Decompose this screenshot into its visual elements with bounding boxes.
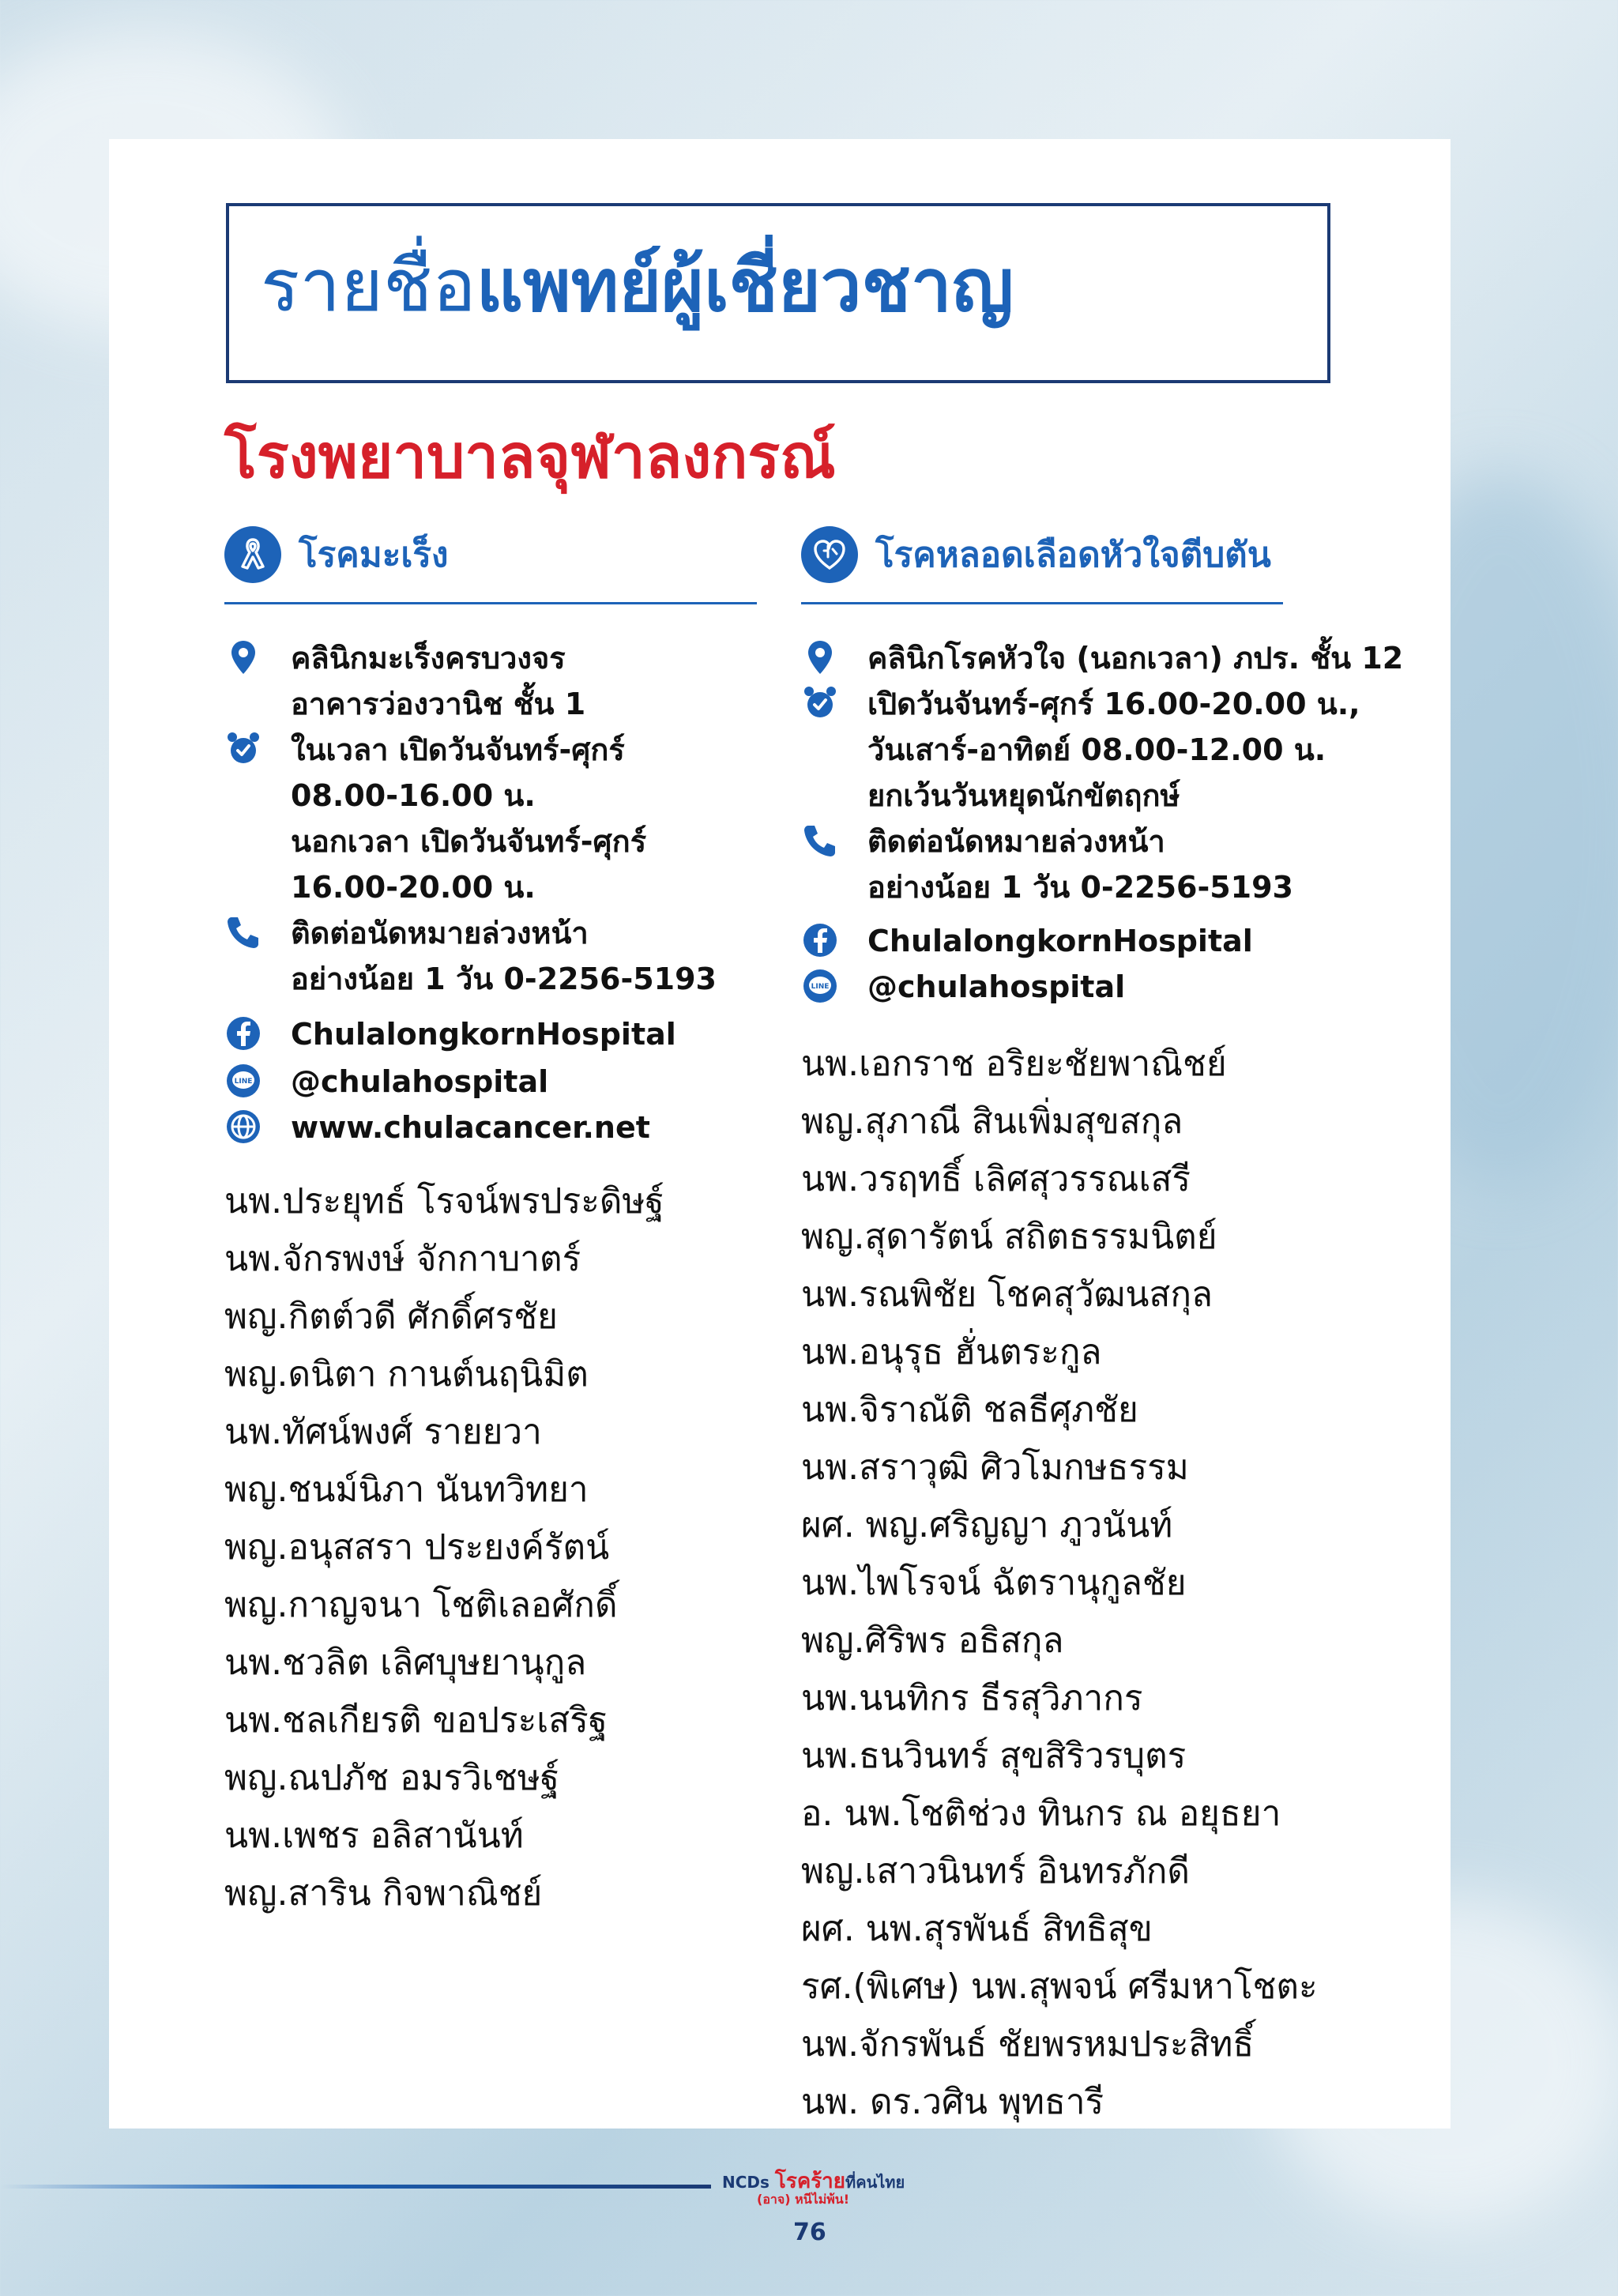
doctor-name: นพ.จักรพงษ์ จักกาบาตร์ [224,1239,581,1279]
cancer-phone-text: ติดต่อนัดหมายล่วงหน้า อย่างน้อย 1 วัน 0-2256-5193 [291,916,717,996]
doctor-name: นพ.เอกราช อริยะชัยพาณิชย์ [801,1044,1227,1084]
doctor-name: ผศ. นพ.สุรพันธ์ สิทธิสุข [801,1909,1153,1949]
doctor-name: พญ.ณปภัช อมรวิเชษฐ์ [224,1758,560,1798]
doctor-name: นพ.ธนวินทร์ สุขสิริวรบุตร [801,1736,1187,1776]
cancer-location-text: คลินิกมะเร็งครบวงจร อาคารว่องวานิช ชั้น 1 [291,641,586,721]
page-number: 76 [793,2219,826,2246]
doctor-name: พญ.เสาวนินทร์ อินทรภักดี [801,1851,1190,1891]
doctor-name: นพ.ชลเกียรติ ขอประเสริฐ [224,1700,608,1741]
doctor-name: พญ.กาญจนา โชติเลอศักดิ์ [224,1585,618,1625]
title-light: รายชื่อ [261,243,476,328]
footer-brand-prefix: NCDs [722,2173,775,2192]
cancer-web-row [224,1105,650,1150]
doctor-name: นพ.รณพิชัย โชคสุวัฒนสกุล [801,1274,1213,1315]
page-title [261,235,1014,337]
cancer-line-text[interactable]: @chulahospital [291,1064,549,1099]
cancer-web-text[interactable]: www.chulacancer.net [291,1110,650,1145]
doctor-name: นพ.ชวลิต เลิศบุษยานุกูล [224,1643,587,1683]
heart-hours-row [801,681,1360,819]
heart-location-row [801,635,1403,681]
section-title-heart: โรคหลอดเลือดหัวใจตีบตัน [875,535,1271,575]
heart-doctor-list [801,1035,1318,2131]
heart-line-text[interactable]: @chulahospital [867,969,1126,1004]
cancer-hours-row [224,727,646,910]
heart-phone-row [801,819,1293,910]
heart-facebook-text[interactable]: ChulalongkornHospital [867,924,1253,958]
doctor-name: นพ. ดร.วศิน พุทธารี [801,2082,1104,2122]
cancer-line-row [224,1059,548,1105]
doctor-name: รศ.(พิเศษ) นพ.สุพจน์ ศรีมหาโชตะ [801,1967,1318,2007]
section-title-cancer: โรคมะเร็ง [299,535,449,575]
ribbon-icon [224,526,281,583]
heart-location-text: คลินิกโรคหัวใจ (นอกเวลา) ภปร. ชั้น 12 [867,641,1404,676]
section-heart [801,526,1271,583]
alarm-clock-icon [801,684,839,722]
page-title-box [226,203,1330,383]
line-app-icon [224,1062,262,1100]
doctor-name: นพ.วรฤทธิ์ เลิศสุวรรณเสรี [801,1159,1191,1199]
doctor-name: พญ.กิตต์วดี ศักดิ์ศรชัย [224,1297,558,1337]
heart-line-row [801,964,1125,1010]
svg-text:LINE: LINE [234,1078,253,1086]
phone-icon [224,913,262,951]
doctor-name: พญ.สาริน กิจพาณิชย์ [224,1873,543,1914]
doctor-name: พญ.ชนม์นิภา นันทวิทยา [224,1470,589,1510]
cancer-hours-text: ในเวลา เปิดวันจันทร์-ศุกร์ 08.00-16.00 น. นอกเวลา เปิดวันจันทร์-ศุกร์ 16.00-20.00 น. [291,732,647,905]
heart-hours-text: เปิดวันจันทร์-ศุกร์ 16.00-20.00 น., วันเสาร์-อาทิตย์ 08.00-12.00 น. ยกเว้นวันหยุดนักขัตฤกษ์ [867,687,1360,813]
section-cancer [224,526,449,583]
doctor-name: พญ.สุดารัตน์ สถิตธรรมนิตย์ [801,1217,1217,1257]
heart-phone-text: ติดต่อนัดหมายล่วงหน้า อย่างน้อย 1 วัน 0-2256-5193 [867,824,1293,905]
globe-icon [224,1108,262,1146]
cancer-facebook-text[interactable]: ChulalongkornHospital [291,1017,676,1052]
doctor-name: นพ.นนทิกร ธีรสุวิภากร [801,1678,1143,1718]
doctor-name: พญ.ศิริพร อธิสกุล [801,1620,1064,1661]
footer-brand-suffix: ที่คนไทย [845,2173,905,2192]
phone-icon [801,822,839,860]
alarm-clock-icon [224,730,262,768]
cancer-doctor-list [224,1172,664,1922]
facebook-icon [224,1014,262,1052]
doctor-name: พญ.สุภาณี สินเพิ่มสุขสกุล [801,1101,1183,1142]
doctor-name: พญ.ดนิตา กานต์นฤนิมิต [224,1354,589,1395]
footer-subtitle: (อาจ) หนีไม่พ้น! [757,2192,850,2207]
section-divider [224,602,757,604]
doctor-name: ผศ. พญ.ศริญญา ภูวนันท์ [801,1505,1173,1545]
line-app-icon [801,967,839,1005]
svg-text:LINE: LINE [811,983,830,991]
heart-facebook-row [801,918,1253,964]
title-bold: แพทย์ผู้เชี่ยวชาญ [476,243,1014,328]
location-pin-icon [224,638,262,676]
location-pin-icon [801,638,839,676]
doctor-name: นพ.จักรพันธ์ ชัยพรหมประสิทธิ์ [801,2024,1255,2065]
heart-icon [801,526,858,583]
doctor-name: นพ.อนุรุธ ฮั่นตระกูล [801,1332,1102,1372]
footer-rule [0,2185,711,2189]
cancer-location-row [224,635,585,727]
doctor-name: นพ.ทัศน์พงศ์ รายยวา [224,1412,542,1452]
hospital-name: โรงพยาบาลจุฬาลงกรณ์ [224,421,836,491]
doctor-name: นพ.ประยุทธ์ โรจน์พรประดิษฐ์ [224,1181,664,1221]
doctor-name: นพ.จิราณัติ ชลธีศุภชัย [801,1390,1138,1430]
doctor-name: นพ.สราวุฒิ ศิวโมกษธรรม [801,1447,1189,1488]
facebook-icon [801,921,839,959]
doctor-name: นพ.เพชร อลิสานันท์ [224,1816,524,1856]
doctor-name: พญ.อนุสสรา ประยงค์รัตน์ [224,1527,610,1568]
cancer-facebook-row [224,1011,676,1057]
section-divider [801,602,1283,604]
doctor-name: นพ.ไพโรจน์ ฉัตรานุกูลชัย [801,1563,1187,1603]
cancer-phone-row [224,910,717,1002]
footer-brand-red: โรคร้าย [774,2170,846,2193]
doctor-name: อ. นพ.โชติช่วง ทินกร ณ อยุธยา [801,1794,1281,1834]
